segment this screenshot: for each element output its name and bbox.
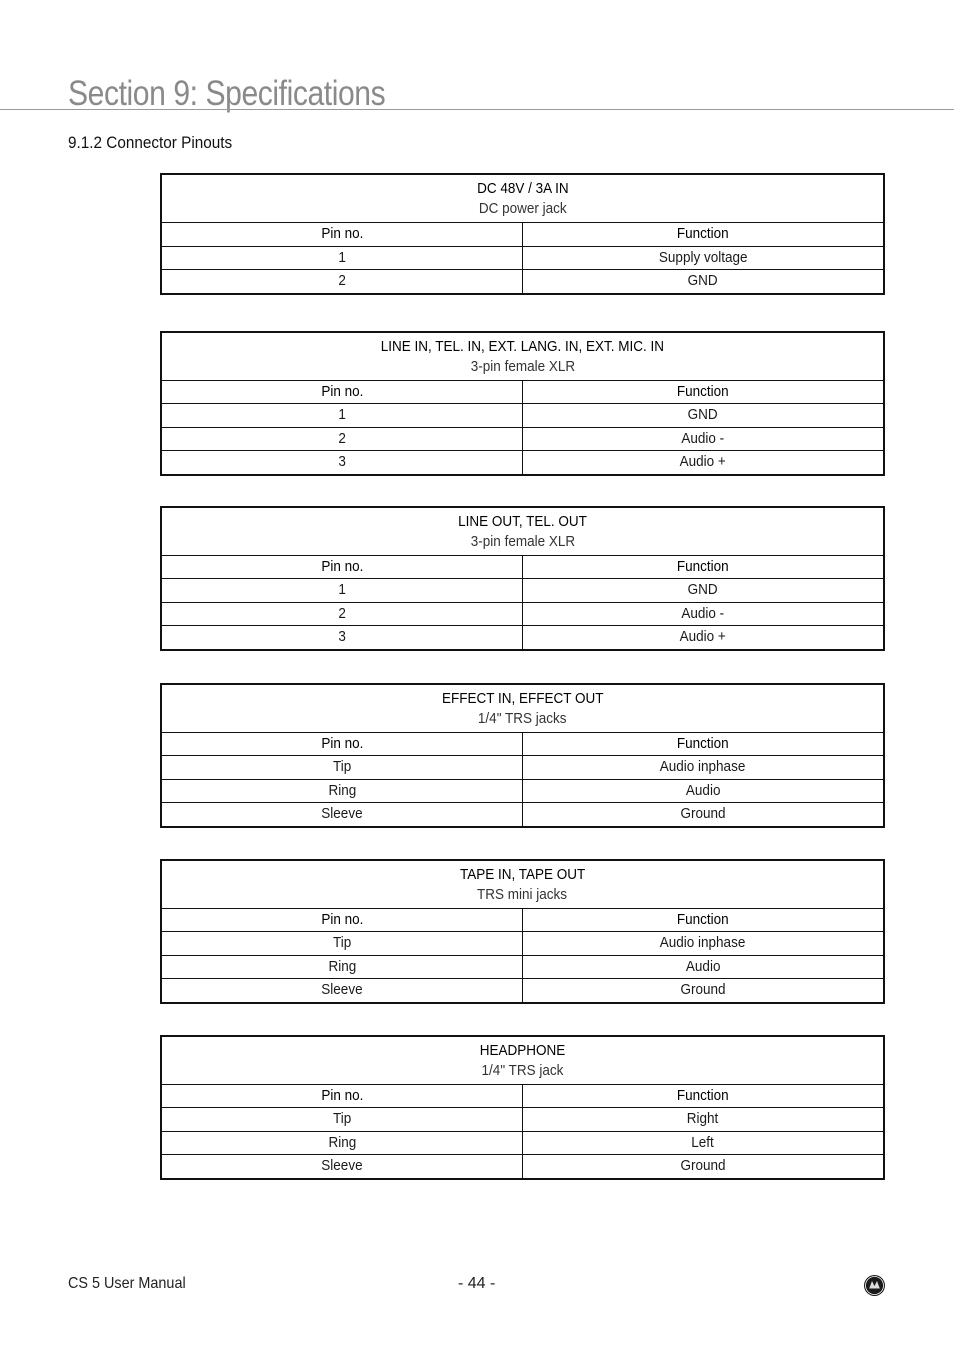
pin-cell: 3 xyxy=(161,626,523,650)
table-header xyxy=(161,332,884,381)
table-header xyxy=(161,507,884,556)
table-subtitle: DC power jack xyxy=(478,200,567,217)
column-header-pin: Pin no. xyxy=(161,555,523,579)
column-header-function: Function xyxy=(523,555,885,579)
column-header-pin: Pin no. xyxy=(161,223,523,247)
pinout-tables xyxy=(160,173,885,1180)
akg-logo-icon xyxy=(864,1275,885,1296)
function-cell: Audio inphase xyxy=(523,756,885,780)
pin-cell: Tip xyxy=(161,756,523,780)
function-cell: Left xyxy=(523,1131,885,1155)
pin-cell: 1 xyxy=(161,404,523,428)
pin-cell: Sleeve xyxy=(161,803,523,827)
pin-cell: Tip xyxy=(161,932,523,956)
table-title: DC 48V / 3A IN xyxy=(476,180,569,197)
column-header-function: Function xyxy=(523,380,885,404)
table-row xyxy=(161,270,884,294)
pin-cell: 2 xyxy=(161,602,523,626)
column-header-pin: Pin no. xyxy=(161,908,523,932)
function-cell: GND xyxy=(523,270,885,294)
column-header-function: Function xyxy=(523,732,885,756)
table-header xyxy=(161,684,884,733)
footer-manual-name: CS 5 User Manual xyxy=(68,1275,186,1292)
pinout-table-headphone xyxy=(160,1035,885,1180)
function-cell: Audio xyxy=(523,955,885,979)
pin-cell: 1 xyxy=(161,579,523,603)
table-row xyxy=(161,1131,884,1155)
pin-cell: 2 xyxy=(161,427,523,451)
table-row xyxy=(161,579,884,603)
column-header-function: Function xyxy=(523,1084,885,1108)
function-cell: Ground xyxy=(523,803,885,827)
table-header xyxy=(161,174,884,223)
table-title: LINE OUT, TEL. OUT xyxy=(458,512,587,530)
table-row xyxy=(161,1108,884,1132)
table-title: TAPE IN, TAPE OUT xyxy=(459,865,586,883)
table-row xyxy=(161,979,884,1003)
table-header xyxy=(161,1036,884,1085)
function-cell: GND xyxy=(523,404,885,428)
table-subtitle: 1/4" TRS jacks xyxy=(478,709,567,727)
column-header-pin: Pin no. xyxy=(161,1084,523,1108)
pin-cell: 1 xyxy=(161,246,523,270)
table-row xyxy=(161,1155,884,1179)
pin-cell: Tip xyxy=(161,1108,523,1132)
pin-cell: Ring xyxy=(161,955,523,979)
table-subtitle: 3-pin female XLR xyxy=(470,532,575,550)
function-cell: Audio + xyxy=(523,626,885,650)
function-cell: Ground xyxy=(523,979,885,1003)
table-subtitle: 1/4" TRS jack xyxy=(481,1061,564,1079)
function-cell: Ground xyxy=(523,1155,885,1179)
column-header-function: Function xyxy=(523,223,885,247)
function-cell: Audio - xyxy=(523,427,885,451)
function-cell: Audio + xyxy=(523,451,885,475)
pin-cell: Sleeve xyxy=(161,979,523,1003)
table-row xyxy=(161,932,884,956)
function-cell: GND xyxy=(523,579,885,603)
pin-cell: Ring xyxy=(161,779,523,803)
table-row xyxy=(161,427,884,451)
table-row xyxy=(161,246,884,270)
footer-page-number: - 44 - xyxy=(458,1275,496,1292)
column-header-pin: Pin no. xyxy=(161,732,523,756)
table-row xyxy=(161,955,884,979)
section-title: Section 9: Specifications xyxy=(68,74,386,113)
function-cell: Right xyxy=(523,1108,885,1132)
column-header-pin: Pin no. xyxy=(161,380,523,404)
table-subtitle: 3-pin female XLR xyxy=(470,357,575,375)
function-cell: Supply voltage xyxy=(523,246,885,270)
title-divider xyxy=(0,109,954,110)
table-subtitle: TRS mini jacks xyxy=(477,885,568,903)
column-header-function: Function xyxy=(523,908,885,932)
table-row xyxy=(161,602,884,626)
table-header xyxy=(161,860,884,909)
table-row xyxy=(161,756,884,780)
pin-cell: Sleeve xyxy=(161,1155,523,1179)
table-title: HEADPHONE xyxy=(479,1041,566,1059)
pin-cell: 3 xyxy=(161,451,523,475)
pin-cell: Ring xyxy=(161,1131,523,1155)
table-title: LINE IN, TEL. IN, EXT. LANG. IN, EXT. MIC. IN xyxy=(380,337,665,355)
pinout-table-effect xyxy=(160,683,885,828)
table-row xyxy=(161,803,884,827)
table-row xyxy=(161,779,884,803)
pinout-table-line-out xyxy=(160,506,885,651)
pinout-table-tape xyxy=(160,859,885,1004)
pin-cell: 2 xyxy=(161,270,523,294)
table-title: EFFECT IN, EFFECT OUT xyxy=(441,689,604,707)
function-cell: Audio - xyxy=(523,602,885,626)
pinout-table-line-in xyxy=(160,331,885,476)
table-row xyxy=(161,404,884,428)
table-row xyxy=(161,626,884,650)
function-cell: Audio xyxy=(523,779,885,803)
pinout-table-dc-power xyxy=(160,173,885,295)
table-row xyxy=(161,451,884,475)
subsection-title: 9.1.2 Connector Pinouts xyxy=(68,133,233,152)
function-cell: Audio inphase xyxy=(523,932,885,956)
